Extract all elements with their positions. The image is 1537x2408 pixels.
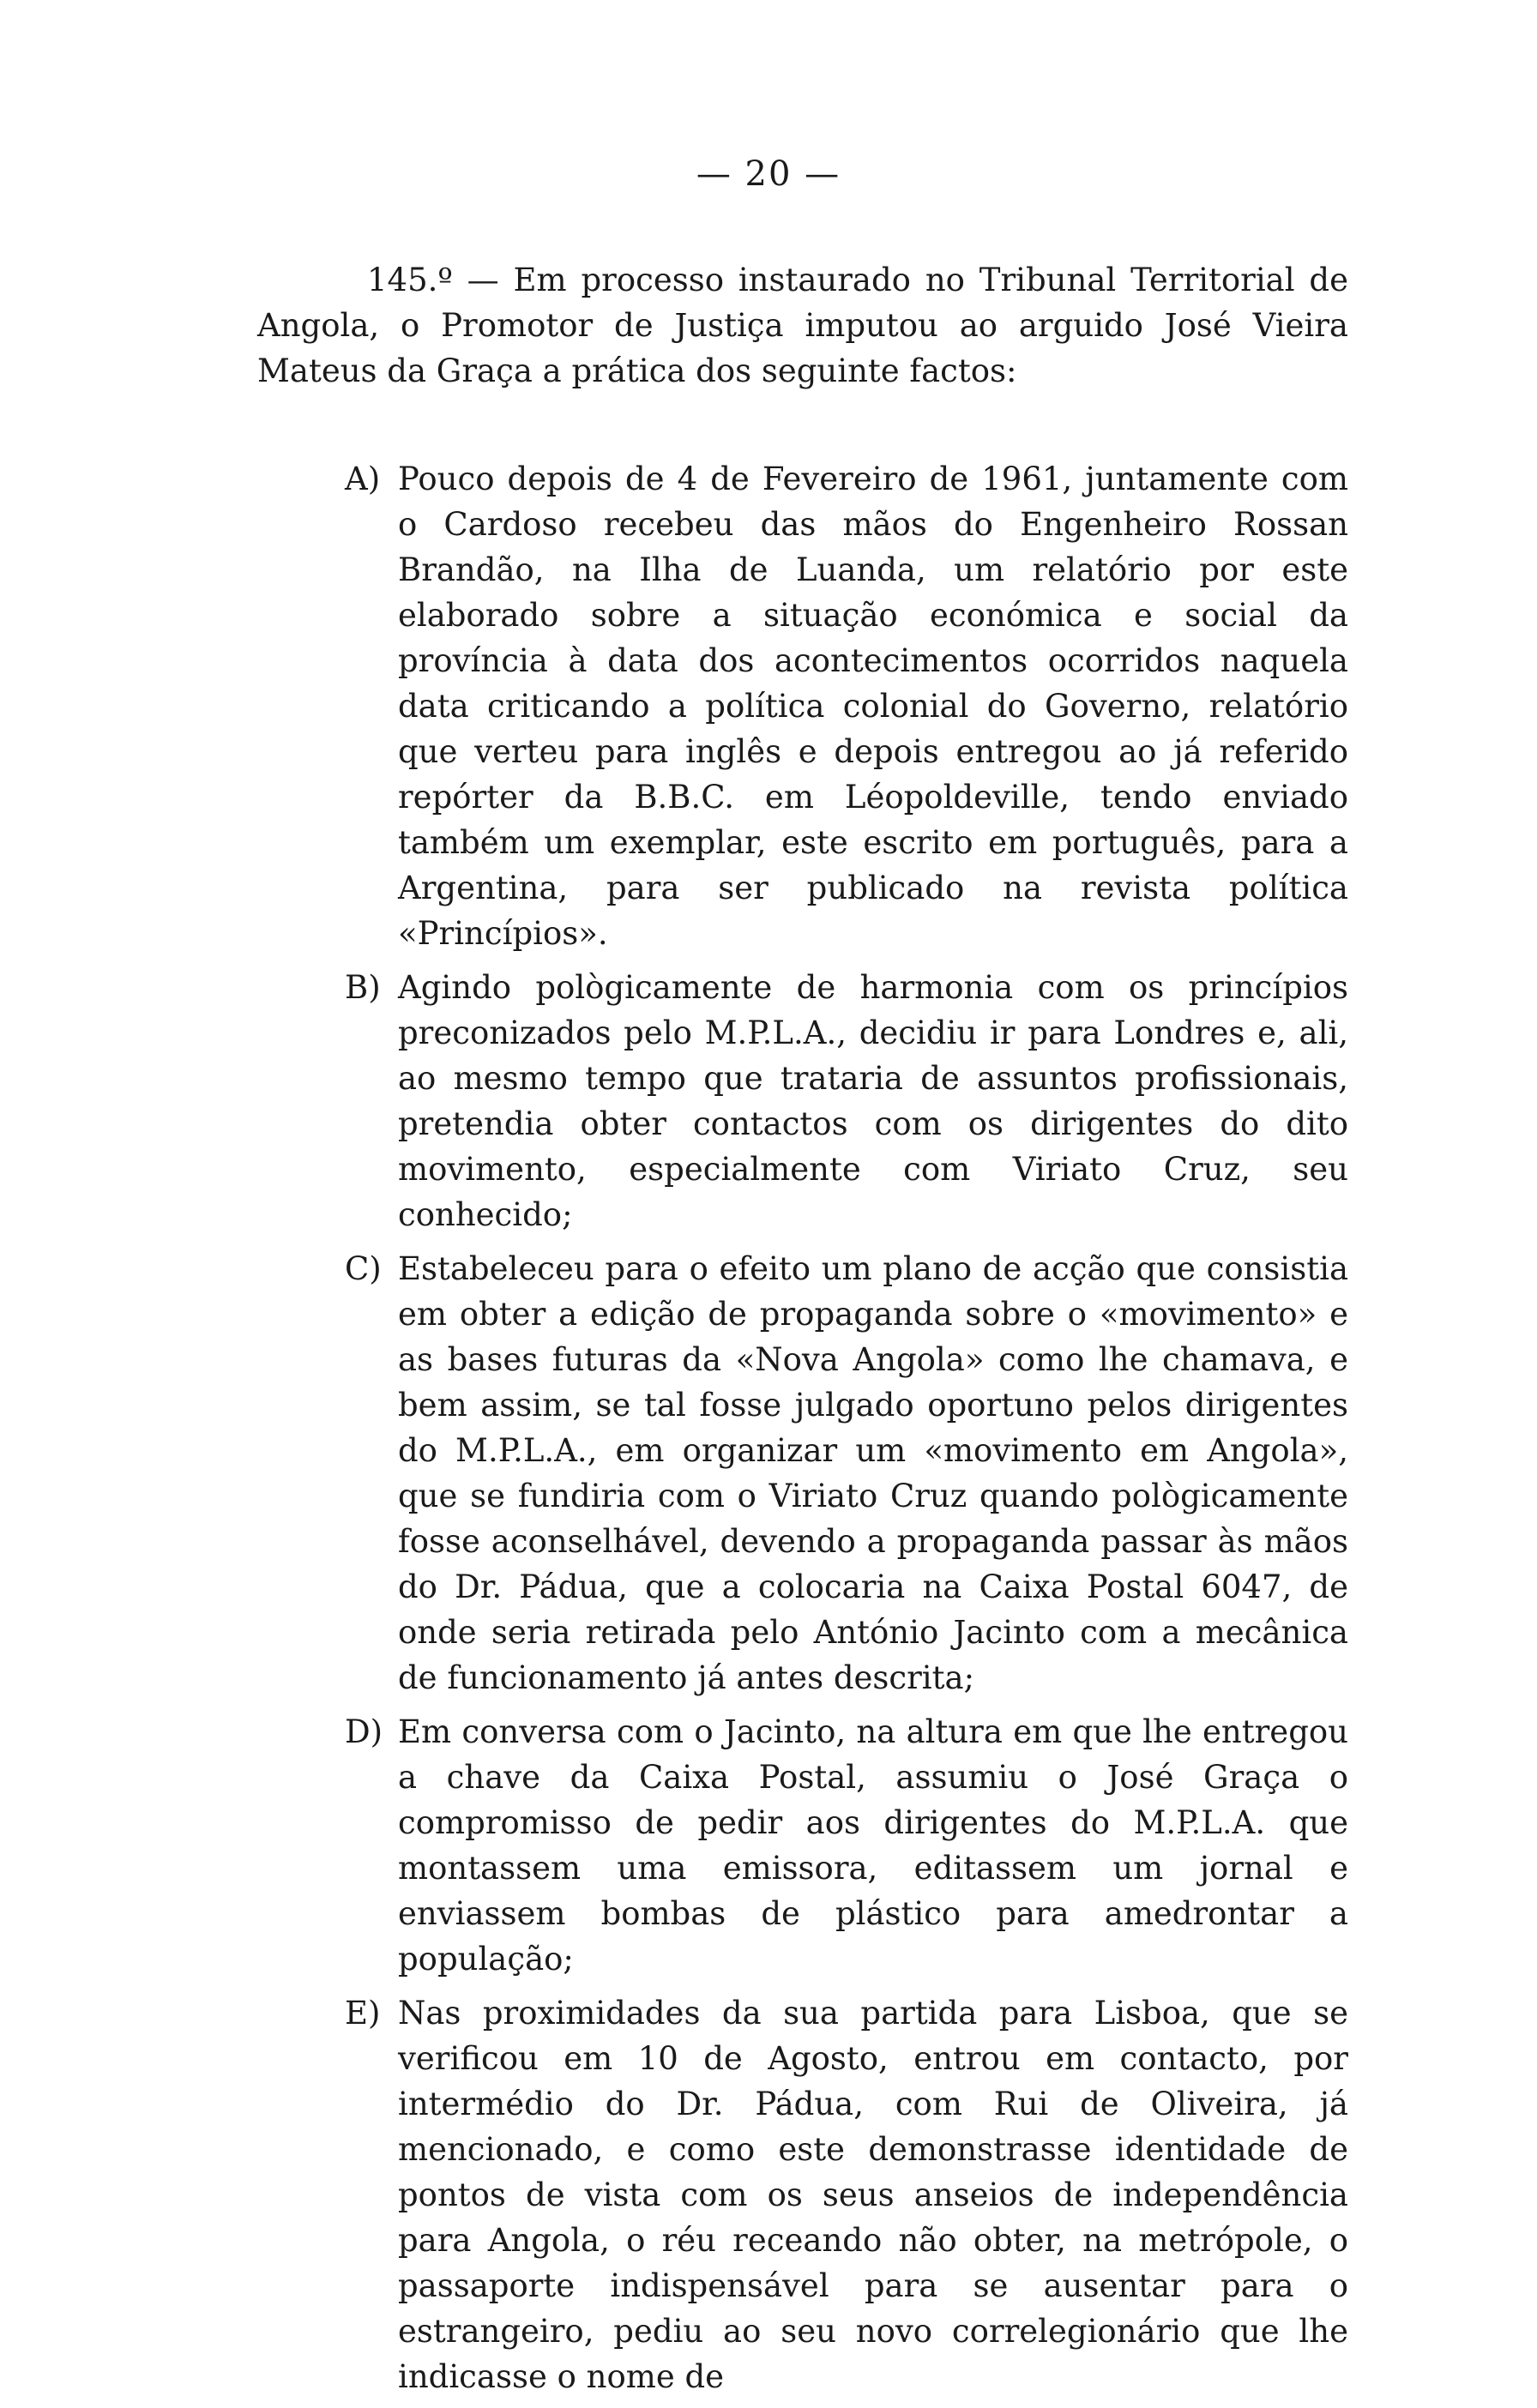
fact-item-d xyxy=(257,1709,1348,1982)
fact-item-c xyxy=(257,1246,1348,1701)
fact-marker: E) xyxy=(345,1995,381,2032)
fact-marker: C) xyxy=(345,1250,382,1287)
fact-list xyxy=(257,456,1348,2399)
article-intro: 145.º — Em processo instaurado no Tribunal Territorial de Angola, o Promotor de Justiça imputou ao arguido José Vieira Mateus da Graça a prática dos seguinte factos: xyxy=(257,262,1348,389)
article-145 xyxy=(257,257,1348,2408)
fact-text: Pouco depois de 4 de Fevereiro de 1961, juntamente com o Cardoso recebeu das mãos do Engenheiro Rossan Brandão, na Ilha de Luanda, um relatório por este elaborado sobre a situação económica e social da província à data dos acontecimentos ocorridos naquela data criticando a política colonial do Governo, relatório que verteu para inglês e depois entregou ao já referido repórter da B.B.C. em Léopoldeville, tendo enviado também um exemplar, este escrito em português, para a Argentina, para ser publicado na revista política «Princípios». xyxy=(398,461,1348,952)
fact-item-b xyxy=(257,965,1348,1237)
fact-text: Estabeleceu para o efeito um plano de acção que consistia em obter a edição de propaganda sobre o «movimento» e as bases futuras da «Nova Angola» como lhe chamava, e bem assim, se tal fosse julgado oportuno pelos dirigentes do M.P.L.A., em organizar um «movimento em Angola», que se fundiria com o Viriato Cruz quando pològicamente fosse aconselhável, devendo a propaganda passar às mãos do Dr. Pádua, que a colocaria na Caixa Postal 6047, de onde seria retirada pelo António Jacinto com a mecânica de funcionamento já antes descrita; xyxy=(398,1250,1348,1696)
fact-marker: D) xyxy=(345,1713,383,1750)
page-number: — 20 — xyxy=(696,154,841,194)
fact-text: Nas proximidades da sua partida para Lisboa, que se verificou em 10 de Agosto, entrou em contacto, por intermédio do Dr. Pádua, com Rui de Oliveira, já mencionado, e como este demonstrasse identidade de pontos de vista com os seus anseios de independência para Angola, o réu receando não obter, na metrópole, o passaporte indispensável para se ausentar para o estrangeiro, pediu ao seu novo correlegionário que lhe indicasse o nome de xyxy=(398,1995,1348,2395)
fact-marker: A) xyxy=(345,461,381,497)
fact-marker: B) xyxy=(345,969,381,1006)
fact-text: Em conversa com o Jacinto, na altura em que lhe entregou a chave da Caixa Postal, assumiu o José Graça o compromisso de pedir aos dirigentes do M.P.L.A. que montassem uma emissora, editassem um jornal e enviassem bombas de plástico para amedrontar a população; xyxy=(398,1713,1348,1978)
fact-text: Agindo pològicamente de harmonia com os princípios preconizados pelo M.P.L.A., decidiu ir para Londres e, ali, ao mesmo tempo que trataria de assuntos profissionais, pretendia obter contactos com os dirigentes do dito movimento, especialmente com Viriato Cruz, seu conhecido; xyxy=(398,969,1348,1233)
fact-item-a xyxy=(257,456,1348,956)
fact-item-e xyxy=(257,1990,1348,2399)
